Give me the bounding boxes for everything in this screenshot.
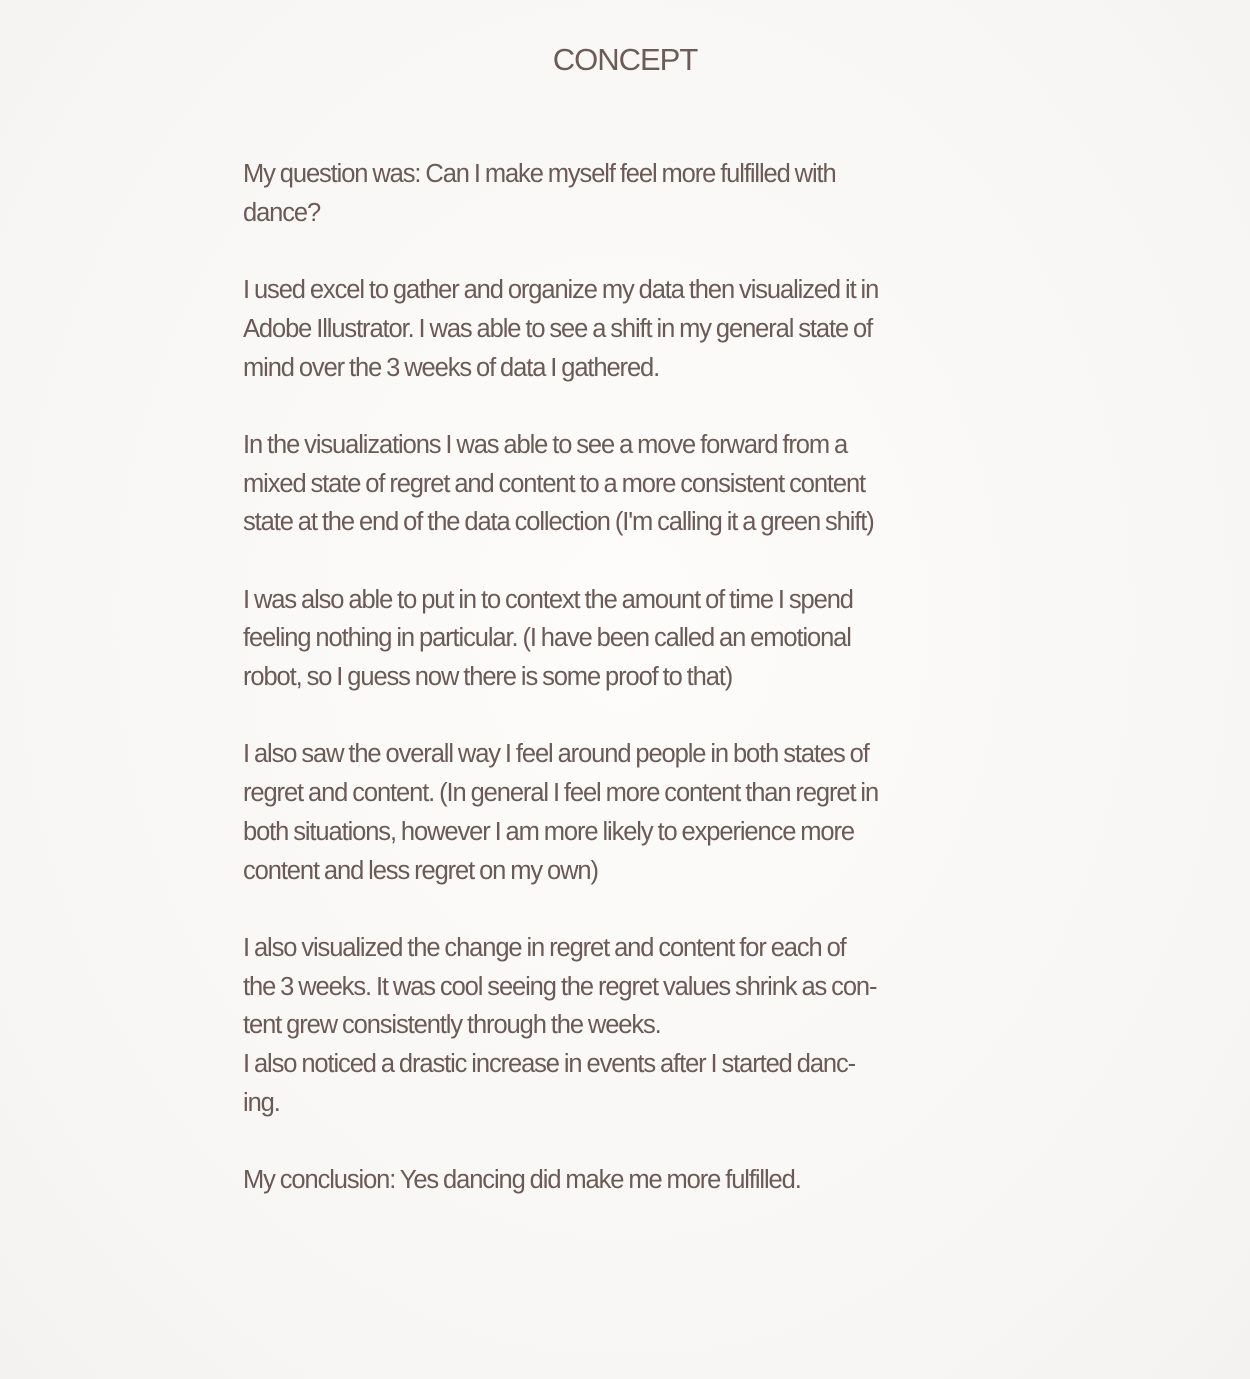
text-line: dance? [243,198,321,227]
text-line: My conclusion: Yes dancing did make me more fulfilled. [243,1166,801,1195]
text-line: In the visualizations I was able to see a move forward from a [243,430,848,459]
page-title: CONCEPT [552,42,698,77]
text-line: My question was: Can I make myself feel more fulfilled with [243,160,836,188]
paragraph-weekly-change [243,929,1033,1123]
paragraph-people [243,735,1033,890]
text-line: regret and content. (In general I feel more content than regret in [243,779,879,808]
text-line: feeling nothing in particular. (I have been called an emotional [243,624,851,653]
text-line: I was also able to put in to context the amount of time I spend [243,585,853,614]
text-line: state at the end of the data collection (I'm calling it a green shift) [243,508,874,537]
text-line: the 3 weeks. It was cool seeing the regret values shrink as con- [243,972,877,1001]
paragraph-green-shift [243,426,1033,542]
text-line: Adobe Illustrator. I was able to see a shift in my general state of [243,314,873,343]
paragraph-question [243,155,1033,232]
text-line: tent grew consistently through the weeks. [243,1011,661,1040]
text-line: ing. [243,1088,280,1117]
paragraph-nothing-in-particular [243,581,1033,697]
paragraph-method [243,271,1033,387]
body-text [243,155,1033,1239]
text-line: both situations, however I am more likely to experience more [243,817,854,846]
text-line: mind over the 3 weeks of data I gathered. [243,353,660,382]
text-line: I also noticed a drastic increase in events after I started danc- [243,1050,856,1079]
text-line: I also visualized the change in regret and content for each of [243,933,846,962]
text-line: I used excel to gather and organize my data then visualized it in [243,276,879,305]
text-line: content and less regret on my own) [243,856,598,885]
text-line: robot, so I guess now there is some proof to that) [243,663,733,692]
text-line: mixed state of regret and content to a more consistent content [243,469,866,498]
paragraph-conclusion [243,1161,1033,1200]
text-line: I also saw the overall way I feel around people in both states of [243,740,869,769]
